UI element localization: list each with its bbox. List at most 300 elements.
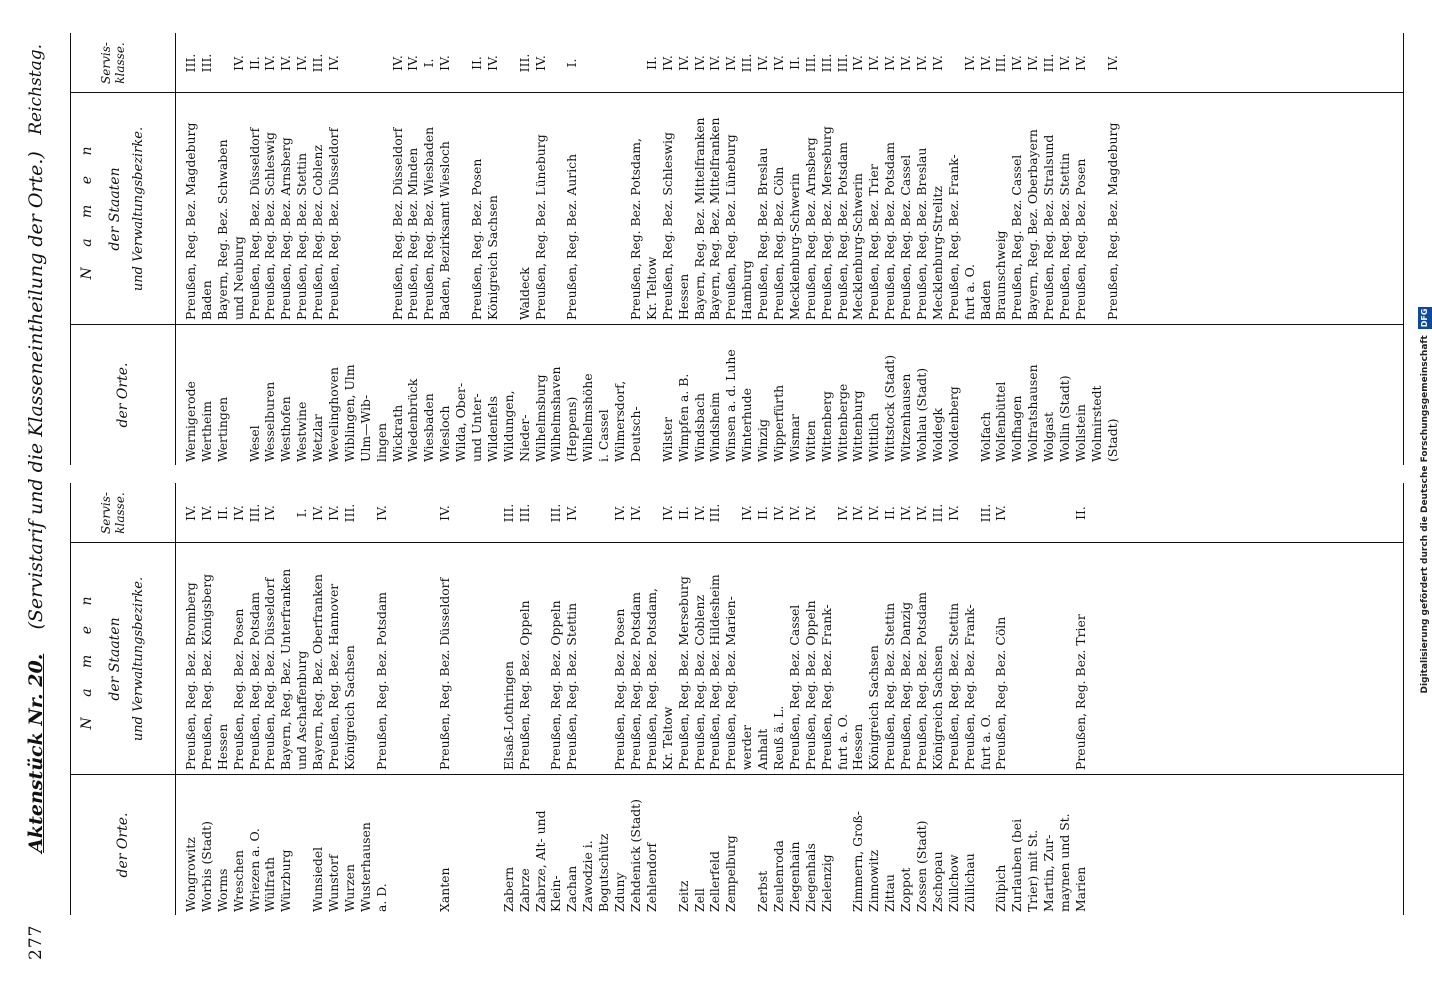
place-name: Zempelburg (723, 835, 739, 912)
place-name: Wongrowitz (183, 837, 198, 912)
district-name: Mecklenburg-Schwerin (786, 173, 802, 320)
district-name: Preußen, Reg. Bez. Breslau (755, 147, 771, 320)
table-row (723, 483, 739, 915)
servis-class: IV. (310, 505, 326, 521)
servis-class: IV. (326, 55, 342, 71)
place-name: Marien (1072, 866, 1088, 912)
table-row (1057, 33, 1073, 465)
place-name: Zoppot (898, 867, 914, 912)
table-row (692, 33, 708, 465)
servis-class: II. (786, 56, 802, 70)
table-row (405, 483, 421, 915)
table-row (437, 33, 453, 465)
table-row (914, 33, 930, 465)
district-name: Preußen, Reg. Bez. Schleswig (659, 132, 675, 320)
col-orte: der Orte. (71, 774, 175, 915)
place-name: Wunsiedel (310, 846, 326, 912)
place-name: Ziegenhain (786, 841, 802, 912)
place-name: Zittau (882, 874, 898, 912)
servis-class: III. (802, 53, 818, 73)
table-row (978, 33, 994, 465)
place-name: a. D. (373, 883, 389, 912)
place-name: Zossen (Stadt) (913, 820, 929, 912)
district-name: Preußen, Reg. Bez. Trier (866, 164, 882, 320)
place-name: i. Cassel (596, 409, 612, 462)
table-row (405, 33, 421, 465)
servis-class: III. (993, 53, 1009, 73)
table-row (453, 483, 469, 915)
servis-class: IV. (1009, 55, 1025, 71)
servis-class: III. (707, 503, 723, 523)
table-row (882, 483, 898, 915)
table-row (485, 483, 501, 915)
table-row (342, 33, 358, 465)
place-name: Wolfach (977, 411, 993, 462)
table-row (247, 33, 263, 465)
place-name: Zduny (612, 872, 628, 912)
place-name: Winzig (755, 419, 771, 462)
servis-class: IV. (278, 55, 294, 71)
table-row (215, 483, 231, 915)
district-name: Preußen, Reg. Bez. Düsseldorf (437, 577, 453, 770)
place-name: Deutsch- (627, 406, 643, 462)
dfg-logo: DFG (1418, 307, 1432, 330)
district-name: Mecklenburg-Schwerin (850, 173, 866, 320)
place-name: Zabrze (516, 868, 532, 912)
col-klasse: Servis-klasse. (99, 492, 127, 534)
servis-class: III. (739, 53, 755, 73)
place-name: Wittenberge (834, 383, 850, 462)
district-name: Preußen, Reg. Bez. Stettin (945, 602, 961, 770)
table-row (771, 33, 787, 465)
servis-class: IV. (929, 55, 945, 71)
table-row (517, 33, 533, 465)
table-row (692, 483, 708, 915)
table-row (660, 483, 676, 915)
table-row (358, 483, 374, 915)
servis-class: IV. (866, 505, 882, 521)
district-name: Preußen, Reg. Bez. Stettin (564, 602, 580, 770)
place-name: Wolfhagen (1009, 395, 1025, 462)
table-row (644, 483, 660, 915)
district-name: Bayern, Reg. Bez. Mittelfranken (691, 117, 707, 320)
servis-class: IV. (770, 55, 786, 71)
page-header (22, 32, 58, 972)
servis-class: IV. (977, 55, 993, 71)
district-name: Preußen, Reg. Bez. Düsseldorf (326, 127, 342, 320)
table-row (962, 33, 978, 465)
place-name: Winsen a. d. Luhe (723, 349, 739, 462)
district-name: furt a. O. (977, 713, 993, 770)
servis-class: IV. (850, 505, 866, 521)
servis-class: IV. (898, 505, 914, 521)
place-name: Würzburg (278, 849, 294, 912)
table-row (469, 33, 485, 465)
table-row (1025, 483, 1041, 915)
table-row (930, 33, 946, 465)
place-name: Wipperfürth (770, 384, 786, 462)
place-name: maynen und St. (1056, 813, 1072, 912)
servis-class: IV. (850, 55, 866, 71)
table-row (501, 483, 517, 915)
table-row (199, 483, 215, 915)
district-name: Elsaß-Lothringen (500, 661, 516, 770)
place-name: Wollin (Stadt) (1056, 375, 1072, 462)
table-row (294, 33, 310, 465)
table-row (564, 33, 580, 465)
place-name: Wolfenbüttel (993, 381, 1009, 462)
table-row (374, 483, 390, 915)
servis-class: II. (1072, 506, 1088, 520)
place-name: Wunstorf (326, 854, 342, 912)
servis-class: IV. (230, 55, 246, 71)
district-name: Baden, Bezirksamt Wiesloch (437, 141, 453, 320)
district-name: Preußen, Reg. Bez. Stettin (882, 602, 898, 770)
funding-text: Digitalisierung gefördert durch die Deutsche Forschungsgemeinschaft (1420, 335, 1430, 694)
place-name: Bogutschütz (596, 833, 612, 912)
place-name: Westwine (294, 401, 310, 462)
table-row (1009, 483, 1025, 915)
table-row (914, 483, 930, 915)
district-name: Preußen, Reg. Bez. Magdeburg (1104, 122, 1120, 320)
place-name: Wiesloch (437, 405, 453, 462)
district-name: Preußen, Reg. Bez. Cöln (993, 616, 1009, 770)
place-name: Zimmern, Groß- (850, 811, 866, 912)
place-name: Worms (214, 868, 230, 912)
servis-class: II. (214, 506, 230, 520)
table-row (930, 483, 946, 915)
col-klasse: Servis-klasse. (99, 42, 127, 84)
table-row (183, 33, 199, 465)
place-name: Wolmirstedt (1088, 385, 1104, 462)
servis-class: II. (246, 56, 262, 70)
place-name: Wurzen (341, 864, 357, 912)
servis-class: II. (755, 506, 771, 520)
district-name: Preußen, Reg. Bez. Cassel (786, 604, 802, 770)
district-name: Preußen, Reg. Bez. Posen (1072, 158, 1088, 320)
servis-class: IV. (437, 55, 453, 71)
table-row (1089, 33, 1105, 465)
place-name: Winterhude (739, 388, 755, 462)
servis-class: IV. (262, 505, 278, 521)
table-row (946, 33, 962, 465)
district-name: Kr. Teltow (659, 706, 675, 770)
source-label: Reichstag. (26, 44, 46, 135)
servis-class: IV. (961, 55, 977, 71)
servis-class: III. (977, 503, 993, 523)
place-name: Wittlich (866, 412, 882, 462)
table-row (803, 33, 819, 465)
servis-class: IV. (1104, 55, 1120, 71)
place-name: Wilhelmshöhe (580, 373, 596, 462)
table-row (501, 33, 517, 465)
table-row (564, 483, 580, 915)
district-name: Kr. Teltow (643, 256, 659, 320)
table-header (71, 33, 176, 465)
place-name: Wickrath (389, 404, 405, 462)
funding-sidebar (1418, 0, 1432, 1000)
servis-class: IV. (913, 505, 929, 521)
servis-class: IV. (691, 55, 707, 71)
table-row (850, 483, 866, 915)
servis-class: IV. (786, 505, 802, 521)
table-row (453, 33, 469, 465)
district-name: Preußen, Reg. Bez. Arnsberg (802, 137, 818, 320)
servis-class: IV. (882, 55, 898, 71)
table-row (866, 33, 882, 465)
table-row (946, 483, 962, 915)
district-name: Mecklenburg-Strelitz (929, 186, 945, 320)
district-name: Preußen, Reg. Bez. Merseburg (675, 576, 691, 770)
district-name: Preußen, Reg. Bez. Potsdam (373, 591, 389, 770)
table-row (771, 483, 787, 915)
servis-class: IV. (866, 55, 882, 71)
district-name: Baden (198, 280, 214, 320)
table-row (835, 483, 851, 915)
place-name: Wiesbaden (421, 393, 437, 462)
district-name: Preußen, Reg. Bez. Danzig (898, 601, 914, 770)
district-name: Preußen, Reg. Bez. Stralsund (1041, 134, 1057, 320)
district-name: Preußen, Reg. Bez. Minden (405, 147, 421, 320)
district-name: Preußen, Reg. Bez. Düsseldorf (262, 577, 278, 770)
place-name: Xanten (437, 867, 453, 912)
district-name: furt a. O. (834, 713, 850, 770)
place-name: Trier) mit St. (1025, 829, 1041, 912)
table-row (262, 33, 278, 465)
district-name: Preußen, Reg. Bez. Coblenz (691, 594, 707, 770)
district-name: Königreich Sachsen (484, 195, 500, 320)
table-row (310, 483, 326, 915)
district-name: Preußen, Reg. Bez. Lüneburg (723, 134, 739, 320)
place-name: (Heppens) (564, 396, 580, 462)
servis-class: IV. (659, 55, 675, 71)
table-row (898, 33, 914, 465)
table-row (374, 33, 390, 465)
district-name: Preußen, Reg. Bez. Königsberg (198, 573, 214, 770)
district-name: Waldeck (516, 267, 532, 320)
servis-class: II. (469, 56, 485, 70)
district-name: Preußen, Reg. Bez. Potsdam, (627, 138, 643, 320)
servis-class: IV. (484, 55, 500, 71)
table-row (755, 483, 771, 915)
district-name: Preußen, Reg. Bez. Aurich (564, 153, 580, 320)
servis-class: IV. (834, 505, 850, 521)
servis-class: I. (564, 58, 580, 68)
district-name: Preußen, Reg. Bez. Magdeburg (183, 122, 198, 320)
district-name: Preußen, Reg. Bez. Coblenz (310, 144, 326, 320)
table-row (644, 33, 660, 465)
table-row (231, 483, 247, 915)
table-row (342, 483, 358, 915)
place-name: Wilmersdorf, (612, 380, 628, 462)
document-title (25, 102, 47, 902)
place-name: Zehdenick (Stadt) (627, 799, 643, 912)
district-name: Bayern, Reg. Bez. Mittelfranken (707, 117, 723, 320)
servis-class: IV. (723, 55, 739, 71)
servis-class: IV. (945, 505, 961, 521)
place-name: Wetzlar (310, 414, 326, 462)
table-row (1041, 483, 1057, 915)
servis-class: IV. (913, 55, 929, 71)
table-row (262, 483, 278, 915)
table-row (1057, 483, 1073, 915)
table-row (517, 483, 533, 915)
place-name: Klein- (548, 875, 564, 912)
table-row (231, 33, 247, 465)
servis-class: III. (929, 503, 945, 523)
place-name: Worbis (Stadt) (198, 821, 214, 912)
servis-class: IV. (1056, 55, 1072, 71)
table-left (70, 33, 1404, 465)
servis-class: IV. (564, 505, 580, 521)
col-orte: der Orte. (71, 324, 175, 465)
district-name: Preußen, Reg. Bez. Potsdam (627, 591, 643, 770)
place-name: Ziegenhals (802, 843, 818, 912)
place-name: Witzenhausen (898, 373, 914, 462)
table-row (882, 33, 898, 465)
table-row (548, 33, 564, 465)
district-name: Preußen, Reg. Bez. Cassel (898, 154, 914, 320)
table-row (199, 33, 215, 465)
table-row (278, 483, 294, 915)
district-name: Preußen, Reg. Bez. Frank- (961, 604, 977, 770)
district-name: und Neuburg (230, 236, 246, 320)
district-name: Preußen, Reg. Bez. Trier (1072, 614, 1088, 770)
table-row (580, 33, 596, 465)
district-name: Königreich Sachsen (341, 645, 357, 770)
district-name: Preußen, Reg. Bez. Stettin (1056, 152, 1072, 320)
place-name: Zabrze, Alt- und (532, 810, 548, 912)
servis-class: IV. (739, 505, 755, 521)
funding-note (1418, 0, 1432, 1000)
district-name: und Aschaffenburg (294, 650, 310, 770)
district-name: Preußen, Reg. Bez. Düsseldorf (389, 127, 405, 320)
servis-class: IV. (802, 505, 818, 521)
table-row (215, 33, 231, 465)
district-name: Preußen, Reg. Bez. Oppeln (802, 600, 818, 770)
place-name: Wittenburg (850, 390, 866, 462)
table-row (739, 483, 755, 915)
table-row (421, 483, 437, 915)
table-row (1105, 33, 1121, 465)
place-name: Wusterhausen (357, 822, 373, 912)
table-row (1025, 33, 1041, 465)
table-row (978, 483, 994, 915)
table-row (787, 33, 803, 465)
servis-class: III. (516, 53, 532, 73)
district-name: Preußen, Reg. Bez. Marien- (723, 596, 739, 770)
table-row (739, 33, 755, 465)
servis-class: IV. (659, 505, 675, 521)
place-name: Zeitz (675, 880, 691, 912)
place-name: Wertingen (214, 396, 230, 462)
servis-class: III. (548, 503, 564, 523)
district-name: Reuß ä. L. (770, 705, 786, 770)
district-name: Preußen, Reg. Bez. Hildesheim (707, 574, 723, 770)
place-name: Wriezen a. O. (246, 828, 262, 912)
servis-class: III. (246, 503, 262, 523)
place-name: Zellerfeld (707, 851, 723, 912)
table-row (278, 33, 294, 465)
district-name: werder (739, 724, 755, 770)
district-name: Hessen (214, 723, 230, 770)
place-name: Wesselburen (262, 381, 278, 462)
table-row (1009, 33, 1025, 465)
table-row (819, 33, 835, 465)
table-row (533, 33, 549, 465)
document-number: Aktenstück Nr. 20. (25, 653, 47, 853)
district-name: Preußen, Reg. Bez. Potsdam (882, 141, 898, 320)
servis-class: I. (421, 58, 437, 68)
servis-class: IV. (230, 505, 246, 521)
table-row (358, 33, 374, 465)
table-row (390, 483, 406, 915)
place-name: Zielenzig (818, 854, 834, 912)
servis-class: III. (516, 503, 532, 523)
district-name: Hessen (675, 273, 691, 320)
table-row (533, 483, 549, 915)
table-row (898, 483, 914, 915)
place-name: Zehlendorf (643, 842, 659, 912)
district-name: Preußen, Reg. Bez. Potsdam (246, 591, 262, 770)
place-name: Zschopau (929, 851, 945, 912)
district-name: Anhalt (755, 728, 771, 770)
district-name: Preußen, Reg. Bez. Schleswig (262, 132, 278, 320)
district-name: Preußen, Reg. Bez. Oppeln (548, 600, 564, 770)
place-name: und Unter- (469, 393, 485, 462)
district-name: Preußen, Reg. Bez. Frank- (945, 154, 961, 320)
district-name: Preußen, Reg. Bez. Posen (612, 608, 628, 770)
place-name: Wimpfen a. B. (675, 373, 691, 462)
table-row (548, 483, 564, 915)
district-name: Königreich Sachsen (866, 645, 882, 770)
place-name: Wilhelmshaven (548, 366, 564, 462)
place-name: Zabern (500, 866, 516, 912)
table-right (70, 483, 1404, 915)
table-row (660, 33, 676, 465)
district-name: Hessen (850, 723, 866, 770)
servis-class: II. (882, 506, 898, 520)
table-row (676, 483, 692, 915)
district-name: Preußen, Reg. Bez. Merseburg (818, 126, 834, 320)
servis-class: IV. (755, 55, 771, 71)
servis-class: IV. (405, 55, 421, 71)
place-name: Wildungen, (500, 390, 516, 462)
place-name: Zerbst (755, 870, 771, 912)
servis-class: IV. (262, 55, 278, 71)
place-name: Wevelinghoven (326, 367, 342, 462)
place-name: Ulm—Wib- (357, 394, 373, 462)
servis-class: IV. (675, 55, 691, 71)
table-row (707, 33, 723, 465)
table-row (326, 483, 342, 915)
place-name: Wolgast (1041, 412, 1057, 462)
district-name: Königreich Sachsen (929, 645, 945, 770)
place-name: Züllichau (961, 853, 977, 912)
table-row (485, 33, 501, 465)
servis-class: IV. (294, 55, 310, 71)
servis-class: II. (675, 506, 691, 520)
place-name: Wülfrath (262, 856, 278, 912)
place-name: Wohlau (Stadt) (913, 367, 929, 462)
table-row (993, 33, 1009, 465)
place-name: Zawodzie i. (580, 840, 596, 912)
place-name: Wolfratshausen (1025, 364, 1041, 462)
district-name: Preußen, Reg. Bez. Stettin (294, 152, 310, 320)
place-name: Zachan (564, 865, 580, 912)
place-name: Wiblingen, Ulm (341, 364, 357, 462)
table-row (183, 483, 199, 915)
